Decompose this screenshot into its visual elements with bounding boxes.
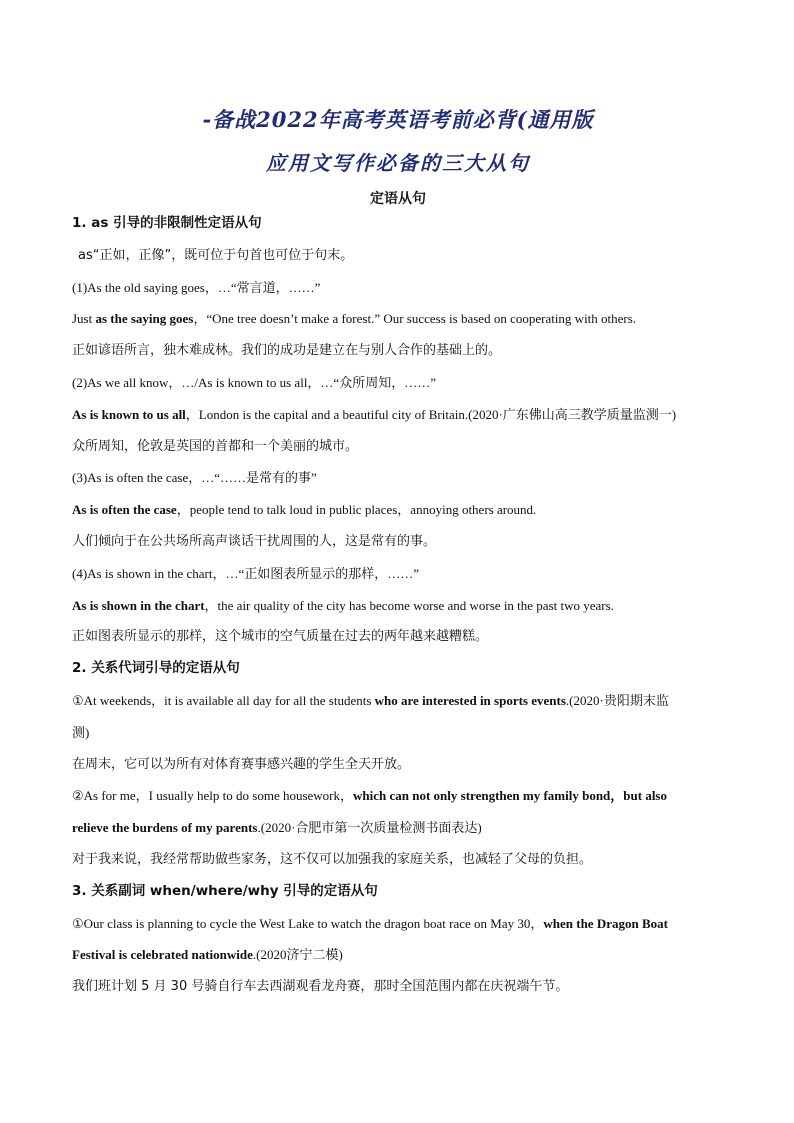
- heading-2: 2. 关系代词引导的定语从句: [72, 660, 240, 677]
- document-title: -备战2022年高考英语考前必背(通用版: [202, 107, 594, 132]
- paragraph-line: as“正如，正像”，既可位于句首也可位于句末。: [78, 247, 354, 263]
- translation-line: 正如图表所显示的那样，这个城市的空气质量在过去的两年越来越糟糕。: [72, 629, 489, 645]
- example-sentence: As is known to us all，London is the capital and a beautiful city of Britain.(2020·广东佛山高三教学质量监测一): [72, 406, 677, 422]
- heading-1: 1. as 引导的非限制性定语从句: [72, 215, 262, 231]
- document-subtitle: 应用文写作必备的三大从句: [266, 151, 530, 175]
- paragraph-line: (4)As is shown in the chart，…“正如图表所显示的那样，……”: [72, 565, 419, 581]
- translation-line: 在周末，它可以为所有对体育赛事感兴趣的学生全天开放。: [72, 756, 411, 772]
- example-sentence: As is shown in the chart，the air quality of the city has become worse and worse in the past two years.: [72, 597, 614, 613]
- paragraph-line: (3)As is often the case，…“……是常有的事”: [72, 470, 317, 486]
- example-sentence-continued: relieve the burdens of my parents.(2020·合肥市第一次质量检测书面表达): [72, 820, 482, 836]
- translation-line: 众所周知，伦敦是英国的首都和一个美丽的城市。: [72, 438, 359, 454]
- document-page: [72, 96, 724, 1003]
- paragraph-line: (1)As the old saying goes，…“常言道，……”: [72, 279, 321, 295]
- example-sentence: ②As for me，I usually help to do some housework，which can not only strengthen my family bond，but also: [72, 788, 667, 804]
- section-heading: 定语从句: [370, 191, 426, 207]
- heading-3: 3. 关系副词 when/where/why 引导的定语从句: [72, 882, 378, 899]
- example-sentence: ①At weekends，it is available all day for all the students who are interested in sports events.(2020·贵阳期末监: [72, 692, 669, 708]
- translation-line: 人们倾向于在公共场所高声谈话干扰周围的人，这是常有的事。: [72, 533, 437, 549]
- translation-line: 正如谚语所言，独木难成林。我们的成功是建立在与别人合作的基础上的。: [72, 343, 502, 359]
- translation-line: 我们班计划 5 月 30 号骑自行车去西湖观看龙舟赛，那时全国范围内都在庆祝端午节。: [72, 979, 569, 995]
- example-sentence-continued: Festival is celebrated nationwide.(2020济宁二模): [72, 947, 343, 963]
- example-sentence: As is often the case，people tend to talk loud in public places，annoying others around.: [72, 502, 537, 518]
- translation-line: 对于我来说，我经常帮助做些家务，这不仅可以加强我的家庭关系，也减轻了父母的负担。: [72, 851, 593, 867]
- example-sentence-continued: 测): [72, 724, 90, 740]
- example-sentence: Just as the saying goes，“One tree doesn’t make a forest.” Our success is based on cooperating with others.: [72, 311, 637, 327]
- paragraph-line: (2)As we all know，…/As is known to us all，…“众所周知，……”: [72, 374, 436, 390]
- example-sentence: ①Our class is planning to cycle the West Lake to watch the dragon boat race on May 30，when the Dragon Boat: [72, 915, 668, 931]
